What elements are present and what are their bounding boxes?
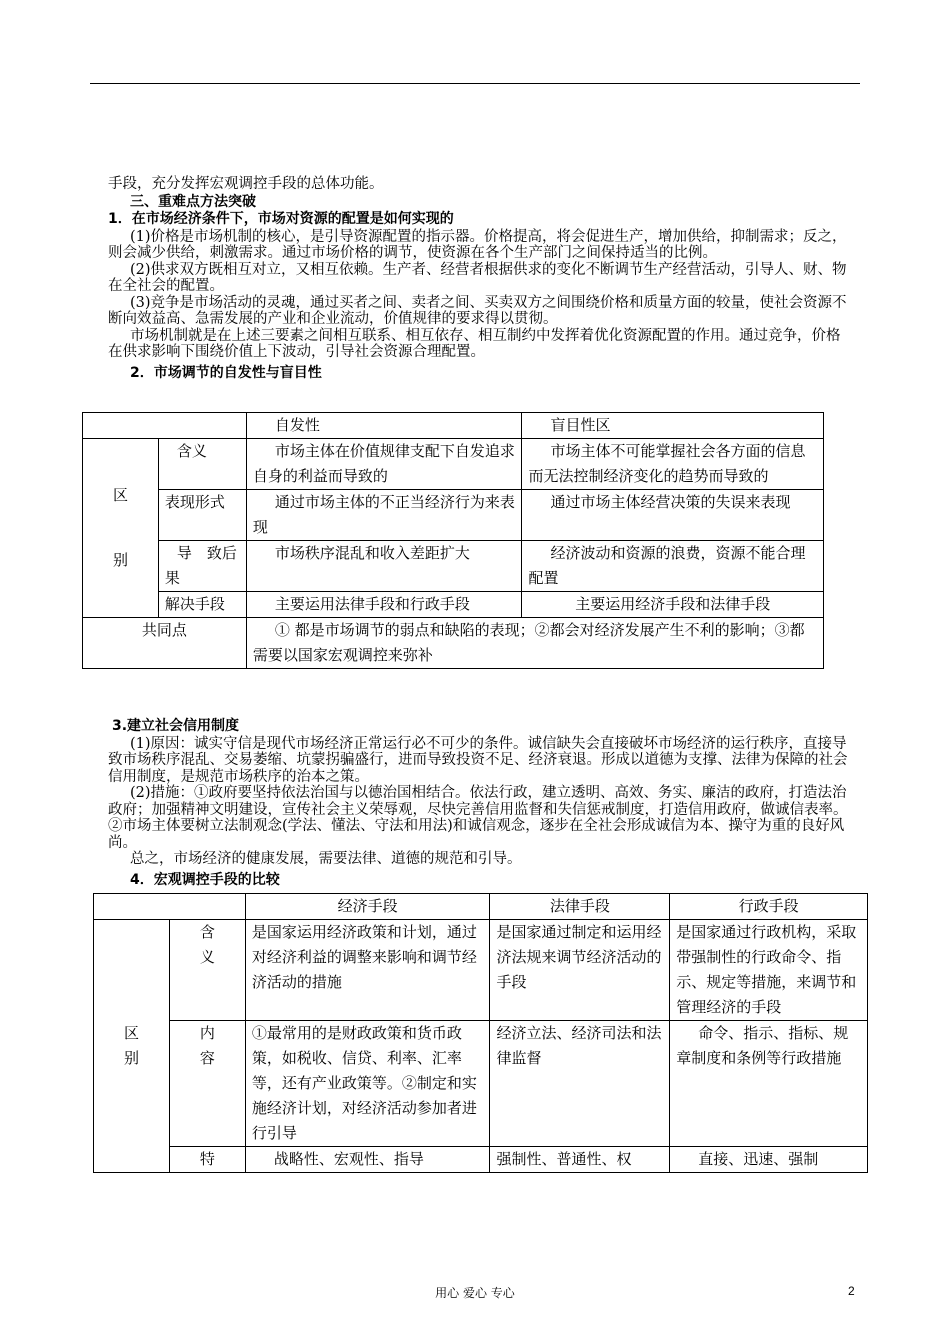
document-body [108, 176, 848, 382]
table-cell: 市场秩序混乱和收入差距扩大 [246, 541, 522, 592]
table-cell: 是国家运用经济政策和计划，通过对经济利益的调整来影响和调节经济活动的措施 [245, 920, 490, 1021]
table-row [94, 920, 868, 1021]
group-label: 区 别 [94, 920, 170, 1173]
table-cell: 命令、指示、指标、规章制度和条例等行政措施 [670, 1021, 868, 1147]
row-label: 内 容 [169, 1021, 245, 1147]
table-cell: 直接、迅速、强制 [670, 1147, 868, 1173]
table-cell: ① 都是市场调节的弱点和缺陷的表现；②都会对经济发展产生不利的影响；③都需要以国家宏观调控来弥补 [246, 618, 823, 669]
table-row [83, 618, 824, 669]
table-cell: 通过市场主体经营决策的失误来表现 [522, 490, 824, 541]
table-cell: 主要运用经济手段和法律手段 [522, 592, 824, 618]
table-cell: 通过市场主体的不正当经济行为来表现 [246, 490, 522, 541]
table-row [94, 1147, 868, 1173]
table-cell: 是国家通过制定和运用经济法规来调节经济活动的手段 [490, 920, 670, 1021]
macro-control-table [93, 893, 868, 1173]
paragraph-3: (3)竞争是市场活动的灵魂，通过买者之间、卖者之间、买卖双方之间围绕价格和质量方面的较量，使社会资源不断向效益高、急需发展的产业和企业流动，价值规律的要求得以贯彻。 [108, 294, 847, 327]
column-header: 法律手段 [490, 894, 670, 920]
market-regulation-table [82, 412, 824, 669]
table-header-row [94, 894, 868, 920]
table-row [94, 1021, 868, 1147]
table-cell: 战略性、宏观性、指导 [245, 1147, 490, 1173]
paragraph-7: 总之，市场经济的健康发展，需要法律、道德的规范和引导。 [130, 851, 522, 867]
table-cell: 主要运用法律手段和行政手段 [246, 592, 522, 618]
column-header: 盲目性区 [522, 413, 824, 439]
section-title: 三、重难点方法突破 [130, 193, 256, 210]
column-header: 经济手段 [245, 894, 490, 920]
paragraph-5: (1)原因：诚实守信是现代市场经济正常运行必不可少的条件。诚信缺失会直接破坏市场经济的运行秩序，直接导致市场秩序混乱、交易萎缩、坑蒙拐骗盛行，进而导致投资不足、经济衰退。形成以道德为支撑、法律为保障的社会信用制度，是规范市场秩序的治本之策。 [108, 735, 848, 785]
table-row [83, 439, 824, 490]
column-header: 行政手段 [670, 894, 868, 920]
table-cell: 强制性、普通性、权 [490, 1147, 670, 1173]
paragraph-1: (1)价格是市场机制的核心，是引导资源配置的指示器。价格提高，将会促进生产，增加供给，抑制需求；反之，则会减少供给，刺激需求。通过市场价格的调节，使资源在各个生产部门之间保持适当的比例。 [108, 228, 847, 261]
row-label: 解决手段 [158, 592, 246, 618]
page-number: 2 [848, 1284, 855, 1298]
intro-line: 手段，充分发挥宏观调控手段的总体功能。 [108, 176, 384, 192]
paragraph-6: (2)措施：①政府要坚持依法治国与以德治国相结合。依法行政，建立透明、高效、务实、廉洁的政府，打造法治政府；加强精神文明建设，宣传社会主义荣辱观，尽快完善信用监督和失信惩戒制度，打造信用政府，做诚信表率。②市场主体要树立法制观念(学法、懂法、守法和用法)和诚信观念，逐步在全社会形成诚信为本、操守为重的良好风尚。 [108, 785, 848, 851]
row-label: 共同点 [83, 618, 247, 669]
page-footer: 用心 爱心 专心 [435, 1286, 515, 1300]
paragraph-4: 市场机制就是在上述三要素之间相互联系、相互依存、相互制约中发挥着优化资源配置的作用。通过竞争，价格在供求影响下围绕价值上下波动，引导社会资源合理配置。 [108, 327, 841, 360]
column-header: 自发性 [246, 413, 522, 439]
heading-4: 4．宏观调控手段的比较 [130, 871, 280, 888]
row-label: 表现形式 [158, 490, 246, 541]
table-cell: ①最常用的是财政政策和货币政策，如税收、信贷、利率、汇率等，还有产业政策等。②制定和实施经济计划，对经济活动参加者进行引导 [245, 1021, 490, 1147]
row-label: 特 [169, 1147, 245, 1173]
row-label: 含 义 [169, 920, 245, 1021]
table-cell: 经济立法、经济司法和法律监督 [490, 1021, 670, 1147]
row-label: 含义 [158, 439, 246, 490]
table-header-row [83, 413, 824, 439]
header-rule [90, 83, 860, 84]
table-row [83, 490, 824, 541]
group-label: 区 别 [83, 439, 159, 618]
table-cell: 市场主体不可能掌握社会各方面的信息而无法控制经济变化的趋势而导致的 [522, 439, 824, 490]
document-body-2 [108, 718, 848, 889]
table-row [83, 541, 824, 592]
heading-3: 3.建立社会信用制度 [112, 718, 240, 734]
table-cell: 市场主体在价值规律支配下自发追求自身的利益而导致的 [246, 439, 522, 490]
paragraph-2: (2)供求双方既相互对立，又相互依赖。生产者、经营者根据供求的变化不断调节生产经营活动，引导人、财、物在全社会的配置。 [108, 261, 847, 294]
row-label: 导 致后果 [158, 541, 246, 592]
table-row [83, 592, 824, 618]
heading-2: 2．市场调节的自发性与盲目性 [130, 364, 322, 381]
table-cell: 是国家通过行政机构，采取带强制性的行政命令、指示、规定等措施，来调节和管理经济的手段 [670, 920, 868, 1021]
heading-1: 1．在市场经济条件下，市场对资源的配置是如何实现的 [108, 211, 454, 227]
table-cell: 经济波动和资源的浪费，资源不能合理配置 [522, 541, 824, 592]
